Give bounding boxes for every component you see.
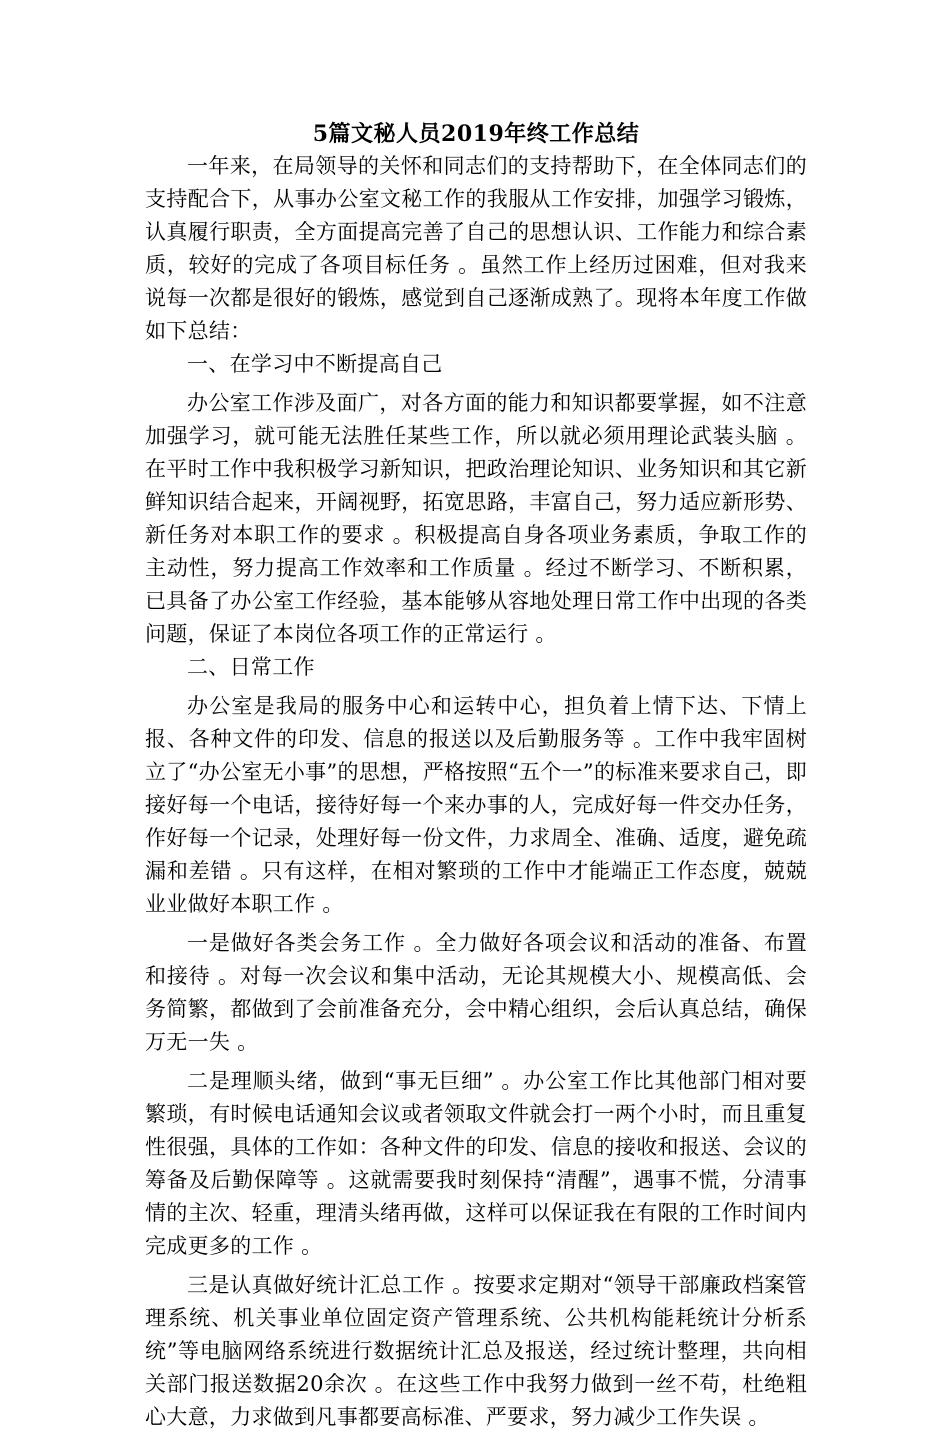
document-page	[145, 118, 807, 1434]
daily-work-paragraph: 办公室是我局的服务中心和运转中心，担负着上情下达、下情上报、各种文件的印发、信息的报送以及后勤服务等 。工作中我牢固树立了“办公室无小事”的思想，严格按照“五个一”的标准来要求自己，即接好每一个电话，接待好每一个来办事的人，完成好每一件交办任务，作好每一个记录，处理好每一份文件，力求周全、准确、适度，避免疏漏和差错 。只有这样，在相对繁琐的工作中才能端正工作态度，兢兢业业做好本职工作 。	[145, 694, 807, 916]
intro-paragraph: 一年来，在局领导的关怀和同志们的支持帮助下，在全体同志们的支持配合下，从事办公室文秘工作的我服从工作安排，加强学习锻炼，认真履行职责，全方面提高完善了自己的思想认识、工作能力和综合素质，较好的完成了各项目标任务 。虽然工作上经历过困难，但对我来说每一次都是很好的锻炼，感觉到自己逐渐成熟了。现将本年度工作做如下总结：	[145, 154, 807, 343]
section-heading-daily-work: 二、日常工作	[187, 655, 315, 679]
meeting-work-paragraph: 一是做好各类会务工作 。全力做好各项会议和活动的准备、布置和接待 。对每一次会议和集中活动，无论其规模大小、规模高低、会务简繁，都做到了会前准备充分，会中精心组织，会后认真总结，确保万无一失 。	[145, 931, 807, 1054]
study-paragraph: 办公室工作涉及面广，对各方面的能力和知识都要掌握，如不注意加强学习，就可能无法胜任某些工作，所以就必须用理论武装头脑 。在平时工作中我积极学习新知识，把政治理论知识、业务知识和其它新鲜知识结合起来，开阔视野，拓宽思路，丰富自己，努力适应新形势、新任务对本职工作的要求 。积极提高自身各项业务素质，争取工作的主动性，努力提高工作效率和工作质量 。经过不断学习、不断积累，已具备了办公室工作经验，基本能够从容地处理日常工作中出现的各类问题，保证了本岗位各项工作的正常运行 。	[145, 391, 807, 646]
organize-work-paragraph: 二是理顺头绪，做到“事无巨细” 。办公室工作比其他部门相对要繁琐，有时候电话通知会议或者领取文件就会打一两个小时，而且重复性很强，具体的工作如：各种文件的印发、信息的接收和报送、会议的筹备及后勤保障等 。这就需要我时刻保持“清醒”，遇事不慌，分清事情的主次、轻重，理清头绪再做，这样可以保证我在有限的工作时间内完成更多的工作 。	[145, 1069, 807, 1258]
section-heading-study: 一、在学习中不断提高自己	[187, 352, 443, 376]
document-title: 5篇文秘人员2019年终工作总结	[312, 121, 640, 147]
statistics-work-paragraph: 三是认真做好统计汇总工作 。按要求定期对“领导干部廉政档案管理系统、机关事业单位固定资产管理系统、公共机构能耗统计分析系统”等电脑网络系统进行数据统计汇总及报送，经过统计整理，共向相关部门报送数据20余次 。在这些工作中我努力做到一丝不苟，杜绝粗心大意，力求做到凡事都要高标准、严要求，努力减少工作失误 。	[145, 1273, 807, 1429]
